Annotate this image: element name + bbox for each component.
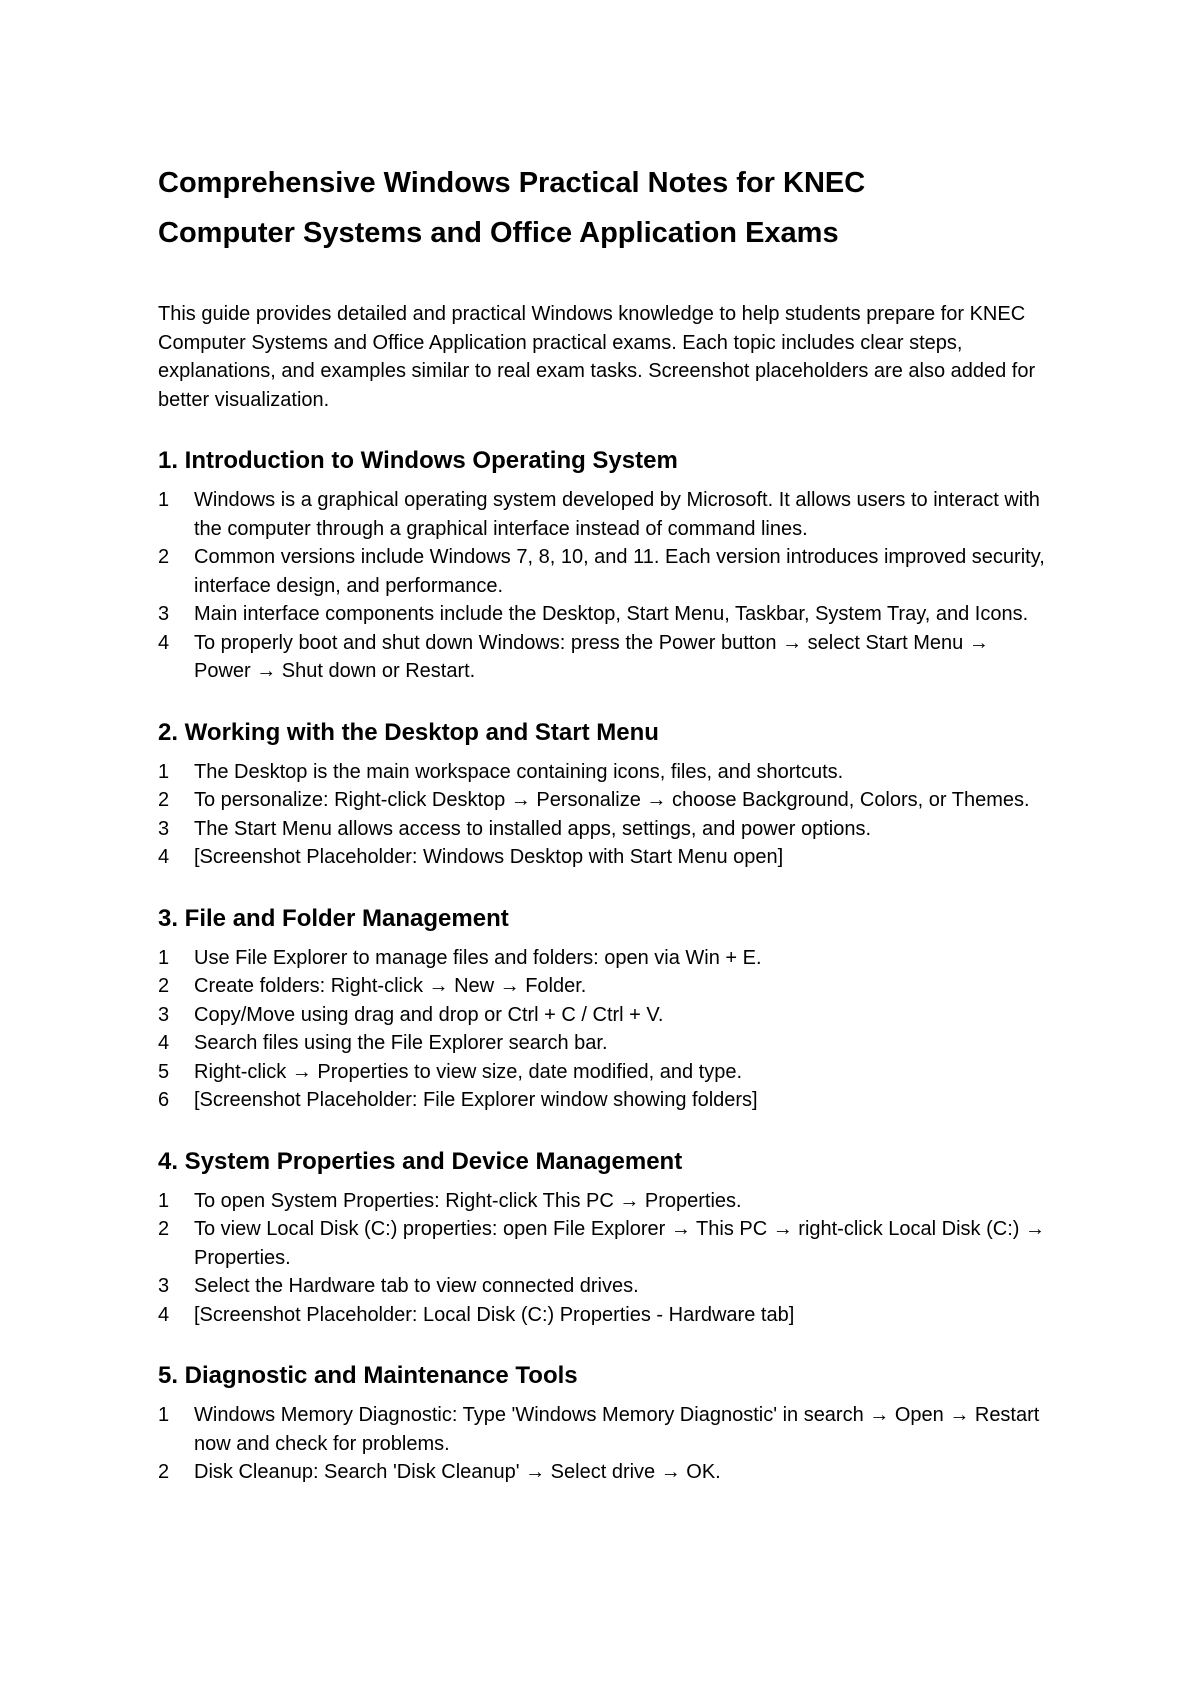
list-item-text: Common versions include Windows 7, 8, 10, and 11. Each version introduces improved security, interface design, and performance. — [194, 546, 1045, 597]
list-item — [158, 944, 1048, 973]
numbered-list — [158, 1401, 1048, 1487]
section-1 — [158, 446, 1048, 686]
list-item-number: 4 — [158, 1303, 170, 1326]
section-heading: 1. Introduction to Windows Operating System — [158, 447, 678, 474]
list-item — [158, 1058, 1048, 1087]
list-item-number: 2 — [158, 975, 170, 997]
document-page — [158, 158, 1048, 1487]
numbered-list — [158, 486, 1048, 686]
list-item-text: Windows is a graphical operating system developed by Microsoft. It allows users to interact with the computer through a graphical interface instead of command lines. — [194, 489, 1040, 540]
numbered-list — [158, 1187, 1048, 1330]
list-item — [158, 1029, 1048, 1058]
list-item-number: 4 — [158, 846, 170, 868]
list-item — [158, 1301, 1048, 1330]
list-item-text: Create folders: Right-click → New → Folder. — [194, 975, 587, 997]
list-item — [158, 600, 1048, 629]
list-item-text: To view Local Disk (C:) properties: open File Explorer → This PC → right-click Local Disk (C:) → Properties. — [194, 1218, 1045, 1269]
section-2 — [158, 718, 1048, 872]
list-item-text: Copy/Move using drag and drop or Ctrl + C / Ctrl + V. — [194, 1003, 664, 1026]
document-title: Comprehensive Windows Practical Notes for KNEC Computer Systems and Office Application Exams — [158, 167, 866, 249]
list-item-number: 2 — [158, 1461, 170, 1483]
list-item-text: [Screenshot Placeholder: Local Disk (C:) Properties - Hardware tab] — [194, 1303, 795, 1326]
list-item-text: The Start Menu allows access to installed apps, settings, and power options. — [194, 817, 872, 840]
list-item-text: Windows Memory Diagnostic: Type 'Windows Memory Diagnostic' in search → Open → Restart now and check for problems. — [194, 1404, 1040, 1455]
list-item — [158, 1401, 1048, 1458]
list-item-number: 1 — [158, 1404, 170, 1426]
list-item-text: Right-click → Properties to view size, date modified, and type. — [194, 1060, 743, 1083]
sections-container — [158, 446, 1048, 1487]
list-item — [158, 543, 1048, 600]
list-item-text: [Screenshot Placeholder: Windows Desktop with Start Menu open] — [194, 846, 784, 868]
list-item — [158, 1001, 1048, 1030]
list-item-text: Disk Cleanup: Search 'Disk Cleanup' → Select drive → OK. — [194, 1461, 721, 1483]
intro-paragraph: This guide provides detailed and practical Windows knowledge to help students prepare for KNEC Computer Systems and Office Application practical exams. Each topic includes clear steps, explanations, and examples similar to real exam tasks. Screenshot placeholders are also added for better visualization. — [158, 303, 1036, 411]
list-item-text: The Desktop is the main workspace containing icons, files, and shortcuts. — [194, 760, 844, 783]
list-item-text: [Screenshot Placeholder: File Explorer window showing folders] — [194, 1089, 758, 1111]
section-3 — [158, 904, 1048, 1115]
list-item-number: 5 — [158, 1060, 170, 1083]
list-item — [158, 786, 1048, 815]
list-item-number: 1 — [158, 489, 170, 511]
list-item — [158, 629, 1048, 686]
list-item-number: 2 — [158, 546, 170, 568]
list-item-text: Main interface components include the Desktop, Start Menu, Taskbar, System Tray, and Icons. — [194, 603, 1029, 625]
list-item-number: 2 — [158, 1218, 170, 1240]
numbered-list — [158, 758, 1048, 872]
list-item-text: To open System Properties: Right-click This PC → Properties. — [194, 1189, 742, 1212]
section-heading: 5. Diagnostic and Maintenance Tools — [158, 1362, 578, 1389]
list-item — [158, 843, 1048, 872]
list-item-number: 1 — [158, 760, 170, 783]
list-item-number: 3 — [158, 1003, 170, 1026]
section-heading: 3. File and Folder Management — [158, 904, 509, 932]
list-item — [158, 1458, 1048, 1487]
list-item — [158, 1215, 1048, 1272]
list-item-text: Use File Explorer to manage files and folders: open via Win + E. — [194, 946, 762, 969]
section-heading: 4. System Properties and Device Management — [158, 1147, 683, 1175]
list-item-number: 3 — [158, 603, 170, 625]
list-item-number: 3 — [158, 1275, 170, 1297]
section-4 — [158, 1147, 1048, 1330]
list-item-text: Select the Hardware tab to view connected drives. — [194, 1275, 639, 1297]
list-item-number: 1 — [158, 1189, 170, 1212]
list-item-number: 3 — [158, 817, 170, 840]
list-item-text: To personalize: Right-click Desktop → Personalize → choose Background, Colors, or Themes. — [194, 789, 1030, 811]
list-item — [158, 1272, 1048, 1301]
list-item — [158, 972, 1048, 1001]
list-item — [158, 1086, 1048, 1115]
list-item — [158, 1187, 1048, 1216]
list-item-number: 4 — [158, 1032, 170, 1054]
list-item-number: 2 — [158, 789, 170, 811]
section-5 — [158, 1361, 1048, 1487]
list-item — [158, 486, 1048, 543]
list-item — [158, 758, 1048, 787]
section-heading: 2. Working with the Desktop and Start Menu — [158, 718, 659, 746]
list-item — [158, 815, 1048, 844]
list-item-number: 1 — [158, 946, 170, 969]
list-item-text: To properly boot and shut down Windows: press the Power button → select Start Menu → Power → Shut down or Restart. — [194, 631, 989, 682]
numbered-list — [158, 944, 1048, 1115]
list-item-number: 6 — [158, 1089, 170, 1111]
list-item-text: Search files using the File Explorer search bar. — [194, 1032, 608, 1054]
list-item-number: 4 — [158, 631, 170, 654]
